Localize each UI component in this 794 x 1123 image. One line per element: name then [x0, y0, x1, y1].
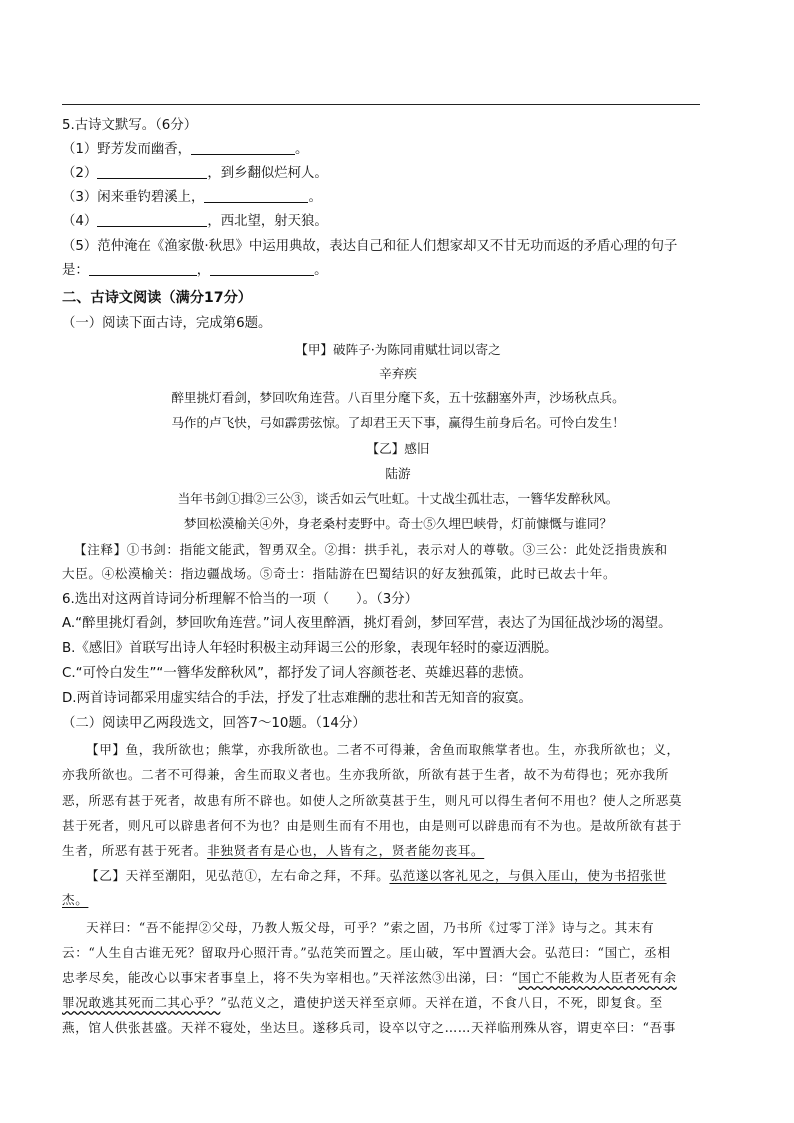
q5-item-3: （3）闲来垂钓碧溪上， 。: [62, 190, 322, 205]
passage-jia-line: 【甲】鱼，我所欲也；熊掌，亦我所欲也。二者不可得兼，舍鱼而取熊掌者也。生，亦我所欲也；义，: [86, 742, 680, 757]
answer-blank[interactable]: [97, 164, 207, 179]
passage-jia-line: 亦我所欲也。二者不可得兼，舍生而取义者也。生亦我所欲，所欲有甚于生者，故不为苟得也；死亦我所: [62, 767, 669, 782]
q5-title: 5.古诗文默写。（6分）: [62, 118, 198, 133]
part-1-title: （一）阅读下面古诗，完成第6题。: [62, 316, 272, 331]
passage-yi-line: 云：“人生自古谁无死？留取丹心照汗青。”弘范笑而置之。厓山破，军中置酒大会。弘范曰：“国亡，丞相: [62, 945, 671, 960]
poem-1-line-1: 醉里挑灯看剑，梦回吹角连营。八百里分麾下炙，五十弦翻塞外声，沙场秋点兵。: [171, 390, 625, 405]
poem-2-author: 陆游: [385, 466, 411, 481]
passage-yi-line: 【乙】天祥至潮阳，见弘范①，左右命之拜，不拜。弘范遂以客礼见之，与俱入厓山，使为书招张世: [86, 868, 667, 883]
wavy-underlined-sentence: 罪况敢逃其死而二其心乎？: [62, 995, 221, 1010]
passage-yi-line: 天祥曰：“吾不能捍②父母，乃教人叛父母，可乎？”索之固，乃书所《过零丁洋》诗与之。其末有: [86, 920, 655, 935]
passage-yi-line: 罪况敢逃其死而二其心乎？”弘范义之，遣使护送天祥至京师。天祥在道，不食八日，不死，即复食。至: [62, 995, 663, 1010]
q5-item-5-line1: （5）范仲淹在《渔家傲·秋思》中运用典故，表达自己和征人们想家却又不甘无功而返的矛盾心理的句子: [62, 239, 678, 254]
q6-option-a[interactable]: A.“醉里挑灯看剑，梦回吹角连营。”词人夜里醉酒，挑灯看剑，梦回军营，表达了为国征战沙场的渴望。: [62, 616, 672, 631]
annotation-line-2: 大臣。④松漠榆关：指边疆战场。⑤奇士：指陆游在巴蜀结识的好友独孤策，此时已故去十年。: [62, 566, 617, 581]
passage-jia-line: 恶，所恶有甚于死者，故患有所不辟也。如使人之所欲莫甚于生，则凡可以得生者何不用也？使人之所恶莫: [62, 793, 683, 808]
underlined-sentence: 杰。: [62, 892, 89, 907]
poem-1-author: 辛弃疾: [379, 366, 417, 381]
passage-yi-line: 燕，馆人供张甚盛。天祥不寝处，坐达旦。遂移兵司，设卒以守之……天祥临刑殊从容，谓吏卒曰：“吾事: [62, 1020, 676, 1035]
poem-1-line-2: 马作的卢飞快，弓如霹雳弦惊。了却君王天下事，赢得生前身后名。可怜白发生！: [171, 415, 625, 430]
passage-jia-last-line: 生者，所恶有甚于死者。非独贤者有是心也，人皆有之，贤者能勿丧耳。: [62, 843, 485, 858]
passage-yi-line: 忠孝尽矣，能改心以事宋者事皇上，将不失为宰相也。”天祥泫然③出涕，曰：“国亡不能救为人臣者死有余: [62, 970, 677, 985]
q6-option-d[interactable]: D.两首诗词都采用虚实结合的手法，抒发了壮志难酬的悲壮和苦无知音的寂寞。: [62, 691, 532, 706]
header-rule: [62, 104, 700, 105]
poem-2-title: 【乙】感旧: [366, 441, 430, 456]
q5-item-4: （4） ，西北望，射天狼。: [62, 214, 328, 229]
poem-2-line-1: 当年书剑①揖②三公③，谈舌如云气吐虹。十丈战尘孤壮志，一簪华发醉秋风。: [177, 491, 619, 506]
part-2-title: （二）阅读甲乙两段选文，回答7～10题。（14分）: [62, 716, 366, 731]
underlined-sentence: 弘范遂以客礼见之，与俱入厓山，使为书招张世: [389, 868, 667, 883]
answer-blank[interactable]: [191, 140, 295, 155]
q5-item-1: （1）野芳发而幽香， 。: [62, 142, 309, 157]
section-2-title: 二、古诗文阅读（满分17分）: [62, 290, 252, 306]
underlined-sentence: 非独贤者有是心也，人皆有之，贤者能勿丧耳。: [207, 843, 485, 858]
q5-item-5-line2: 是： ， 。: [62, 263, 328, 278]
wavy-underlined-sentence: 国亡不能救为人臣者死有余: [518, 970, 677, 985]
q5-item-2: （2） ，到乡翻似烂柯人。: [62, 166, 328, 181]
passage-jia-line: 甚于死者，则凡可以辟患者何不为也？由是则生而有不用也，由是则可以辟患而有不为也。是故所欲有甚于: [62, 818, 683, 833]
q6-option-c[interactable]: C.“可怜白发生”“一簪华发醉秋风”，都抒发了词人容颜苍老、英雄迟暮的悲愤。: [62, 666, 532, 681]
poem-1-title: 【甲】破阵子·为陈同甫赋壮词以寄之: [295, 342, 501, 357]
answer-blank[interactable]: [89, 261, 197, 276]
poem-2-line-2: 梦回松漠榆关④外，身老桑村麦野中。奇士⑤久埋巴峡骨，灯前慷慨与谁同？: [183, 516, 613, 531]
passage-yi-line: [62, 890, 88, 910]
answer-blank[interactable]: [97, 212, 207, 227]
answer-blank[interactable]: [210, 261, 314, 276]
q6-option-b[interactable]: B.《感旧》首联写出诗人年轻时积极主动拜谒三公的形象，表现年轻时的豪迈洒脱。: [62, 641, 558, 656]
q6-stem: 6.选出对这两首诗词分析理解不恰当的一项（ ）。（3分）: [62, 592, 419, 607]
annotation-line-1: 【注释】①书剑：指能文能武，智勇双全。②揖：拱手礼，表示对人的尊敬。③三公：此处泛指贵族和: [74, 542, 668, 557]
answer-blank[interactable]: [204, 188, 308, 203]
